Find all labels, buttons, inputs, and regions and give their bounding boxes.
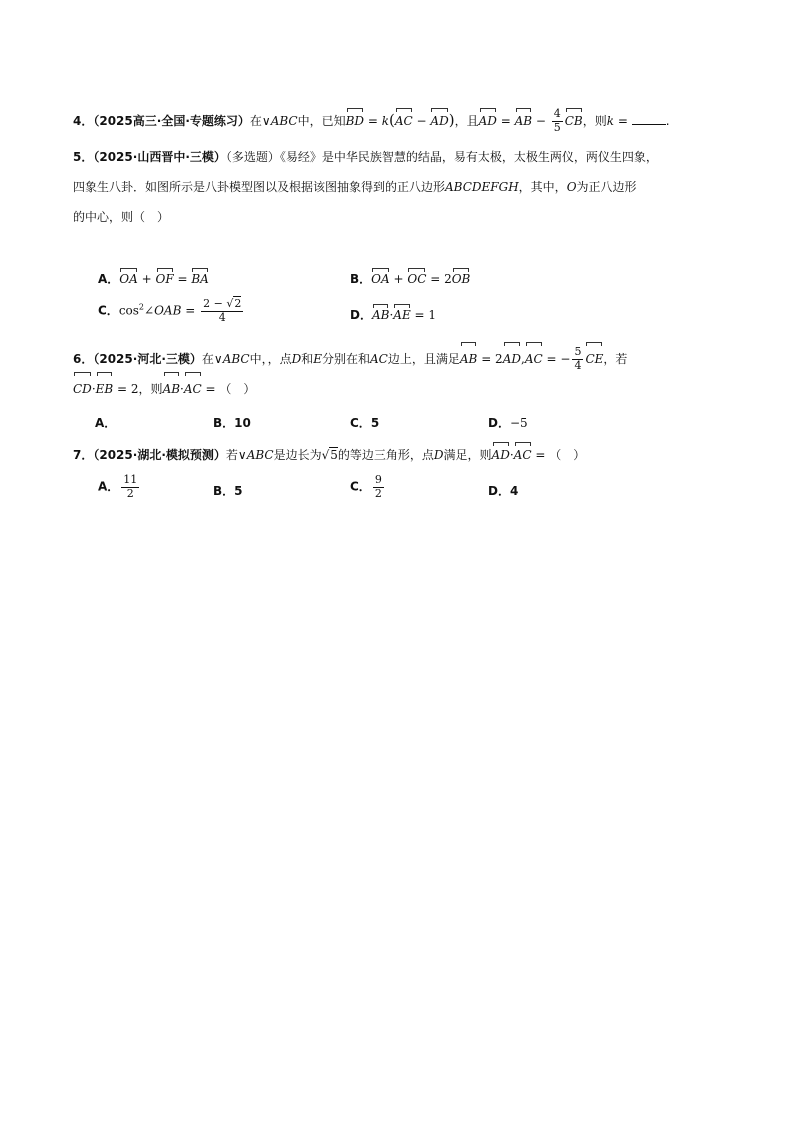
option-c[interactable]: C．$\cos^2\angle OAB$ = $\frac{2 - √2}{4}$ (98, 297, 242, 324)
option-b[interactable]: B．5 (213, 484, 243, 498)
question-number: 6． (73, 352, 94, 366)
vector-bd: BD (346, 110, 364, 133)
fraction: $\frac{5}{4}$ (574, 345, 582, 372)
question-7: 7．（2025·湖北·模拟预测）若∨ABC是边长为√5的等边三角形，点D满足，则AD·AC = （ ） (73, 444, 585, 467)
option-a[interactable]: A． (95, 416, 117, 430)
option-d[interactable]: D．−5 (488, 416, 528, 430)
option-c[interactable]: C．5 (350, 416, 380, 430)
question-source: （2025·湖北·模拟预测） (93, 448, 226, 462)
fraction: $\frac{11}{2}$ (123, 473, 138, 500)
question-source: （2025·河北·三模） (93, 352, 202, 366)
question-5: 5．（2025·山西晋中·三模）（多选题）《易经》是中华民族智慧的结晶，易有太极，太极生两仪，两仪生四象， 四象生八卦．如图所示是八卦模型图以及根据该图抽象得到的正八边形ABCDEFGH，其中，O为正八边形 的中心，则（ ） (73, 150, 658, 224)
option-a[interactable]: A．OA + OF = BA (98, 270, 209, 289)
option-d[interactable]: D．AB·AE = 1 (350, 306, 436, 325)
option-d[interactable]: D．4 (488, 484, 519, 498)
question-number: 4． (73, 114, 94, 128)
option-b[interactable]: B．OA + OC = 2OB (350, 270, 470, 289)
question-number: 7． (73, 448, 94, 462)
question-6: 6．（2025·河北·三模）在∨ABC中，，点D和E分别在和AC边上，且满足AB = 2AD,AC = − $\frac{5}{4}$ CE，若 CD·EB = 2，则AB·AC = （ ） (73, 344, 723, 404)
fraction: $\frac{9}{2}$ (374, 473, 382, 500)
question-number: 5． (73, 150, 94, 164)
fraction: $\frac{4}{5}$ (553, 107, 561, 134)
question-source: （2025高三·全国·专题练习） (93, 114, 250, 128)
option-b[interactable]: B．10 (213, 416, 251, 430)
answer-blank (632, 114, 666, 125)
option-a[interactable]: A． $\frac{11}{2}$ (98, 473, 138, 500)
question-source: （2025·山西晋中·三模） (93, 150, 226, 164)
option-c[interactable]: C． $\frac{9}{2}$ (350, 473, 382, 500)
question-4: 4．（2025高三·全国·专题练习）在∨ABC中，已知BD = k(AC − AD)，且AD = AB − $\frac{4}{5}$ CB，则k = . (73, 107, 670, 134)
fraction: $\frac{2 - √2}{4}$ (203, 297, 242, 324)
